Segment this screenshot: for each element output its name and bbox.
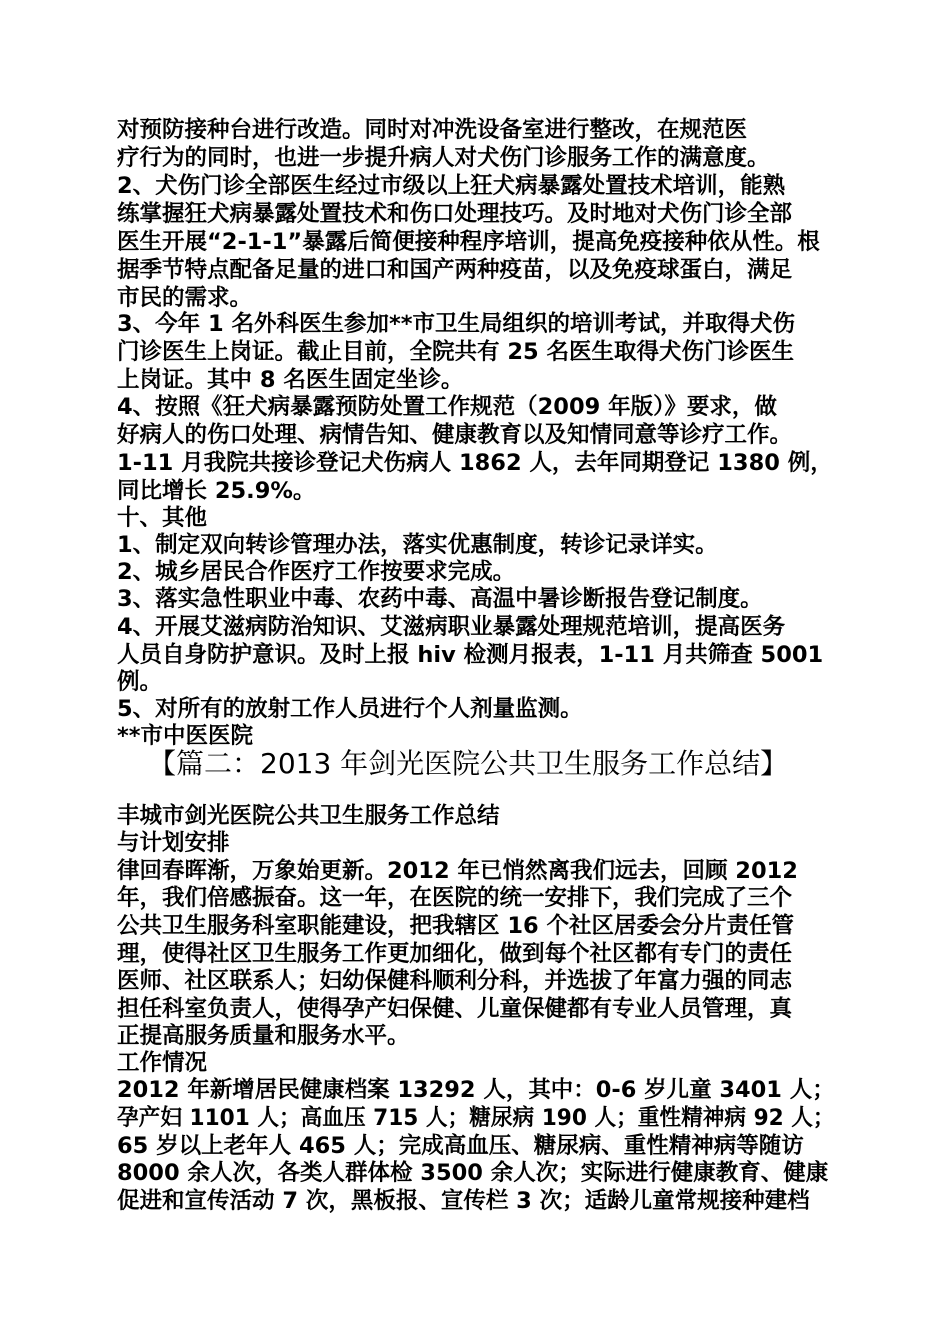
text-line: 4、按照《狂犬病暴露预防处置工作规范（2009 年版）》要求，做 (117, 394, 777, 420)
text-line: 疗行为的同时，也进一步提升病人对犬伤门诊服务工作的满意度。 (117, 145, 770, 171)
text-line: 4、开展艾滋病防治知识、艾滋病职业暴露处理规范培训，提高医务 (117, 614, 786, 640)
text-line: 1-11 月我院共接诊登记犬伤病人 1862 人，去年同期登记 1380 例， (117, 450, 833, 476)
text-line: 理，使得社区卫生服务工作更加细化，做到每个社区都有专门的责任 (117, 941, 793, 967)
text-line: 医师、社区联系人；妇幼保健科顺利分科，并选拔了年富力强的同志 (117, 968, 793, 994)
text-line: 8000 余人次，各类人群体检 3500 余人次；实际进行健康教育、健康 (117, 1160, 829, 1186)
text-line: 律回春晖渐，万象始更新。2012 年已悄然离我们远去，回顾 2012 (117, 858, 798, 884)
text-line: 好病人的伤口处理、病情告知、健康教育以及知情同意等诊疗工作。 (117, 422, 793, 448)
text-line: 5、对所有的放射工作人员进行个人剂量监测。 (117, 696, 583, 722)
text-line: 65 岁以上老年人 465 人；完成高血压、糖尿病、重性精神病等随访 (117, 1133, 804, 1159)
text-line: 对预防接种台进行改造。同时对冲洗设备室进行整改，在规范医 (117, 117, 748, 143)
text-line: 2012 年新增居民健康档案 13292 人，其中：0-6 岁儿童 3401 人； (117, 1077, 835, 1103)
text-line: 正提高服务质量和服务水平。 (117, 1023, 410, 1049)
signature-line: **市中医医院 (117, 723, 254, 749)
text-line: 医生开展“2-1-1”暴露后简便接种程序培训，提高免疫接种依从性。根 (117, 229, 820, 255)
text-line: 孕产妇 1101 人；高血压 715 人；糖尿病 190 人；重性精神病 92 人； (117, 1105, 835, 1131)
text-line: 门诊医生上岗证。截止目前，全院共有 25 名医生取得犬伤门诊医生 (117, 339, 794, 365)
text-line: 2、犬伤门诊全部医生经过市级以上狂犬病暴露处置技术培训，能熟 (117, 173, 786, 199)
text-line: 3、落实急性职业中毒、农药中毒、高温中暑诊断报告登记制度。 (117, 586, 763, 612)
text-line: 促进和宣传活动 7 次，黑板报、宣传栏 3 次；适龄儿童常规接种建档 (117, 1188, 810, 1214)
text-line: 练掌握狂犬病暴露处置技术和伤口处理技巧。及时地对犬伤门诊全部 (117, 201, 793, 227)
text-line: 市民的需求。 (117, 285, 253, 311)
text-line: 3、今年 1 名外科医生参加**市卫生局组织的培训考试，并取得犬伤 (117, 311, 796, 337)
text-line: 人员自身防护意识。及时上报 hiv 检测月报表，1-11 月共筛查 5001 (117, 642, 824, 668)
text-line: 据季节特点配备足量的进口和国产两种疫苗，以及免疫球蛋白，满足 (117, 257, 793, 283)
text-line: 1、制定双向转诊管理办法，落实优惠制度，转诊记录详实。 (117, 532, 718, 558)
document-subtitle: 与计划安排 (117, 830, 230, 856)
text-line: 年，我们倍感振奋。这一年，在医院的统一安排下，我们完成了三个 (117, 885, 793, 911)
section-heading: 【篇二：2013 年剑光医院公共卫生服务工作总结】 (148, 747, 789, 780)
text-line: 上岗证。其中 8 名医生固定坐诊。 (117, 367, 464, 393)
text-line: 例。 (117, 669, 163, 695)
text-line: 2、城乡居民合作医疗工作按要求完成。 (117, 559, 516, 585)
section-title: 十、其他 (117, 505, 208, 531)
text-line: 同比增长 25.9%。 (117, 478, 316, 504)
text-line: 公共卫生服务科室职能建设，把我辖区 16 个社区居委会分片责任管 (117, 913, 794, 939)
document-title: 丰城市剑光医院公共卫生服务工作总结 (117, 803, 500, 829)
section-title: 工作情况 (117, 1050, 208, 1076)
text-line: 担任科室负责人，使得孕产妇保健、儿童保健都有专业人员管理，真 (117, 996, 793, 1022)
